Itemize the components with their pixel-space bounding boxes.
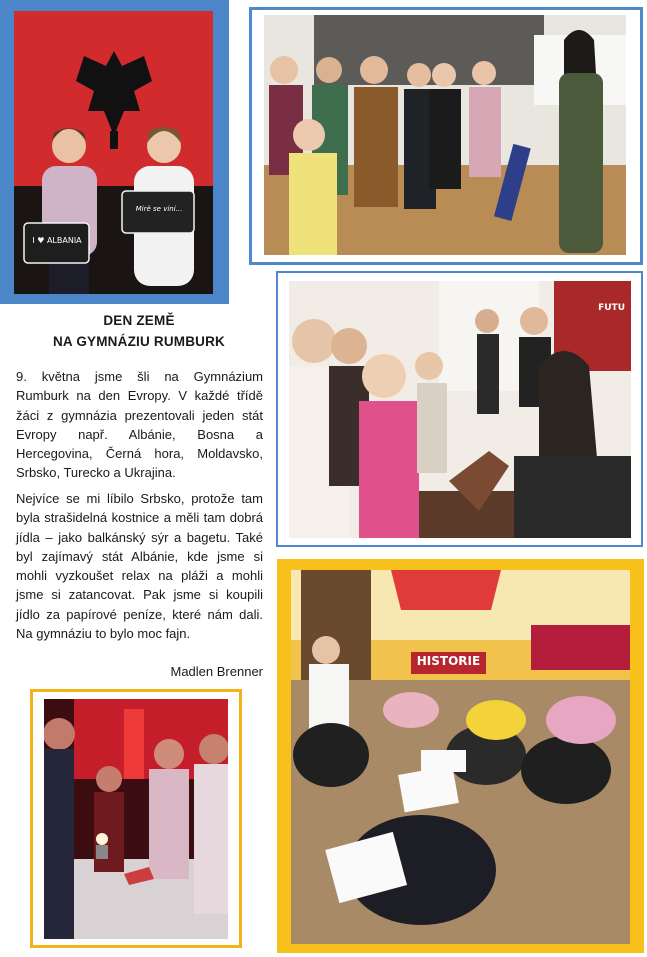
article-title-line1: DEN ZEMĚ xyxy=(103,313,175,328)
article-author: Madlen Brenner xyxy=(170,664,263,679)
article-title-line2: NA GYMNÁZIU RUMBURK xyxy=(52,334,226,349)
photo-crafting-activity xyxy=(289,281,631,538)
photo-classroom-presentation xyxy=(264,15,626,255)
photo-red-light-room xyxy=(44,699,228,939)
photo-albania-flag xyxy=(14,11,213,294)
banner-historie: HISTORIE xyxy=(416,654,481,668)
flag-label: FUTU xyxy=(598,303,625,313)
photo-history-room xyxy=(291,570,630,944)
sign-i-love-albania: I ♥ ALBANIA xyxy=(32,236,82,245)
article-paragraph-2: Nejvíce se mi líbilo Srbsko, protože tam byla strašidelná kostnice a měli tam dobrá jídla – jako balkánský sýr a bagetu. Také byl zajímavý stát Albánie, kde jsme si mohli vyzkoušet relax na pláži a mohli jsme si zatancovat. Pak jsme si koupili jídlo za papírové peníze, které nám dali. Na gymnáziu to bylo moc fajn. xyxy=(16,491,263,642)
article-paragraph-1: 9. května jsme šli na Gymnázium Rumburk na den Evropy. V každé třídě žáci z gymnázia prezentovali jeden stát Evropy např. Albánie, Bosna a Hercegovina, Černá hora, Moldavsko, Srbsko, Turecko a Ukrajina. xyxy=(16,369,263,481)
sign-welcome: Mirë se vini... xyxy=(135,205,183,213)
